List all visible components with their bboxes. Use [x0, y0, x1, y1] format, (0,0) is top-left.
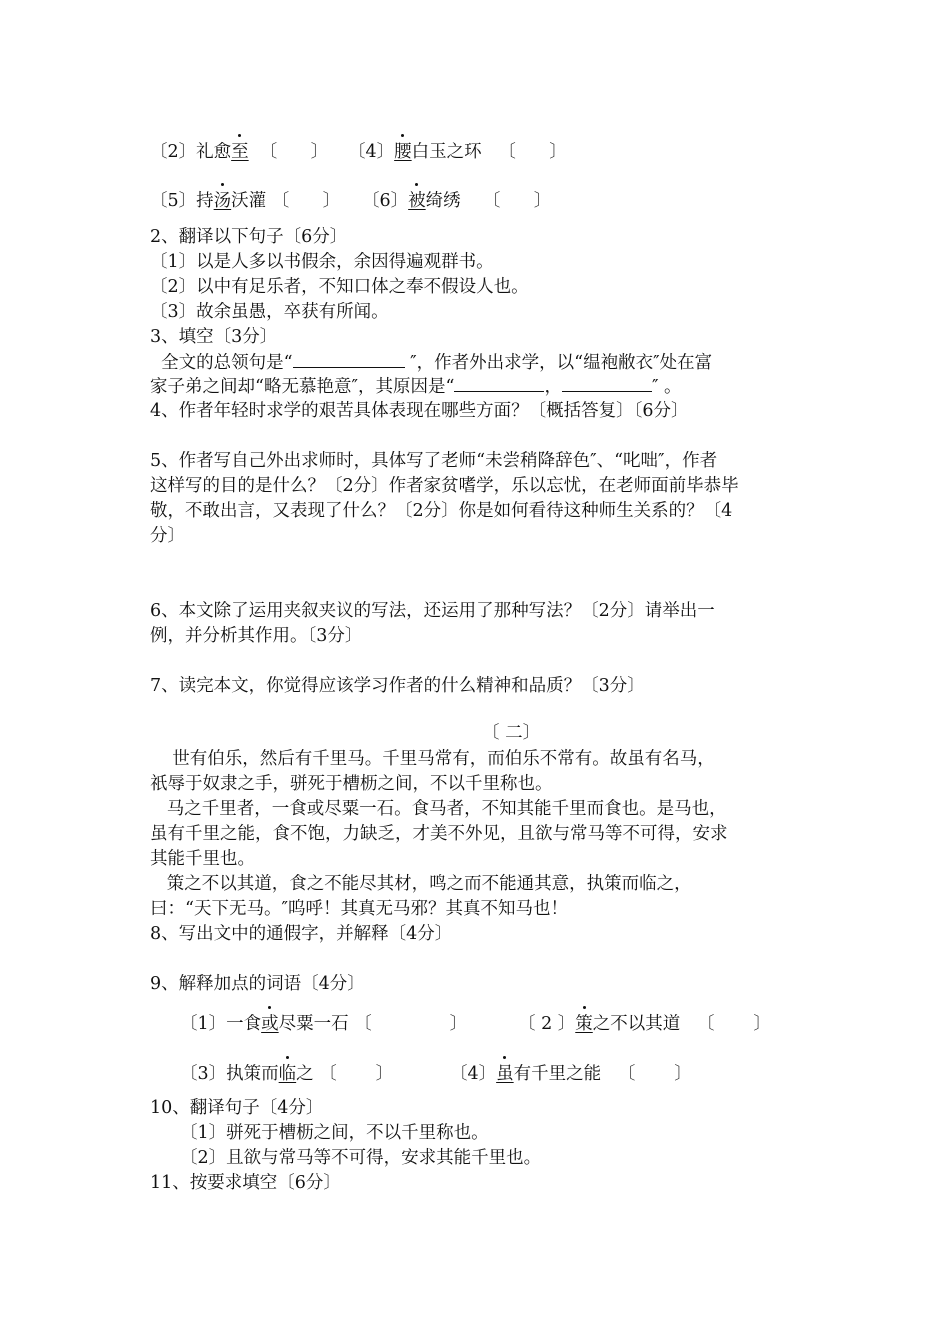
q2-sentence-2: 〔2〕以中有足乐者，不知口体之奉不假设人也。: [150, 277, 529, 297]
q1-item-4: [348, 140, 567, 164]
q5-line-2: 这样写的目的是什么？〔2分〕作者家贫嗜学，乐以忘忧，在老师面前毕恭毕: [150, 476, 739, 496]
q10-sentence-2: 〔2〕且欲与常马等不可得，安求其能千里也。: [180, 1148, 542, 1168]
label: 〔 2 〕: [518, 1014, 576, 1034]
fill-blank[interactable]: [562, 373, 652, 392]
text: 家子弟之间却“略无慕艳意″，其原因是“: [150, 377, 455, 397]
q6-line-1: 6、本文除了运用夹叙夹议的写法，还运用了那种写法？〔2分〕请举出一: [150, 601, 715, 621]
q1-item-5: [150, 189, 340, 213]
q10-sentence-1: 〔1〕骈死于槽枥之间，不以千里称也。: [180, 1123, 489, 1143]
q10-title: 10、翻译句子〔4分〕: [150, 1098, 324, 1118]
answer-blank: 有千里之能 〔 〕: [513, 1064, 692, 1084]
passage-line: 祇辱于奴隶之手，骈死于槽枥之间，不以千里称也。: [150, 774, 553, 794]
label: 〔3〕执策而: [180, 1064, 279, 1084]
text: 全文的总领句是“: [150, 353, 293, 373]
q9-title: 9、解释加点的词语〔4分〕: [150, 974, 365, 994]
text: ，: [544, 377, 562, 397]
answer-blank: 之不以其道 〔 〕: [592, 1014, 771, 1034]
answer-blank: 绮绣 〔 〕: [425, 191, 552, 211]
q9-item-3: [180, 1062, 393, 1086]
label: 〔5〕持: [150, 191, 214, 211]
emphasized-char: 腰: [394, 142, 412, 162]
q5-line-3: 敬，不敢出言，又表现了什么？〔2分〕你是如何看待这种师生关系的？〔4: [150, 501, 733, 521]
emphasized-char: 被: [408, 191, 426, 211]
answer-blank: 尽粟一石 〔 〕: [278, 1014, 468, 1034]
q2-sentence-1: 〔1〕以是人多以书假余，余因得遍观群书。: [150, 252, 494, 272]
q8: 8、写出文中的通假字，并解释〔4分〕: [150, 924, 453, 944]
passage-line: 其能千里也。: [150, 849, 255, 869]
q7: 7、读完本文，你觉得应该学习作者的什么精神和品质？〔3分〕: [150, 676, 645, 696]
emphasized-char: 临: [278, 1064, 297, 1084]
emphasized-char: 策: [575, 1014, 593, 1034]
fill-blank[interactable]: [293, 349, 405, 368]
q9-item-2: [518, 1012, 771, 1036]
q3-line-2: [150, 373, 682, 399]
q4: 4、作者年轻时求学的艰苦具体表现在哪些方面？〔概括答复〕〔6分〕: [150, 401, 689, 421]
answer-blank: 〔 〕: [248, 142, 329, 162]
fill-blank[interactable]: [454, 373, 544, 392]
answer-blank: 白玉之环 〔 〕: [411, 142, 567, 162]
q9-item-1: [180, 1012, 467, 1036]
q1-item-2: [150, 140, 328, 164]
passage-line: 策之不以其道，食之不能尽其材，鸣之而不能通其意，执策而临之，: [150, 874, 692, 894]
emphasized-char: 汤: [213, 191, 232, 211]
q2-title: 2、翻译以下句子〔6分〕: [150, 227, 348, 247]
q1-item-6: [362, 189, 551, 213]
emphasized-char: 虽: [496, 1064, 514, 1084]
label: 〔6〕: [362, 191, 409, 211]
label: 〔2〕礼愈: [150, 142, 232, 162]
passage-line: 世有伯乐，然后有千里马。千里马常有，而伯乐不常有。故虽有名马，: [150, 749, 715, 769]
q11-title: 11、按要求填空〔6分〕: [150, 1173, 341, 1193]
q6-line-2: 例，并分析其作用。〔3分〕: [150, 626, 363, 646]
label: 〔4〕: [348, 142, 395, 162]
passage-line: 马之千里者，一食或尽粟一石。食马者，不知其能千里而食也。是马也，: [150, 799, 727, 819]
answer-blank: 沃灌 〔 〕: [231, 191, 341, 211]
q5-line-4: 分〕: [150, 526, 185, 546]
label: 〔4〕: [450, 1064, 497, 1084]
text: ″，作者外出求学，以“缊袍敝衣″处在富: [404, 353, 713, 373]
section-heading: 〔 二〕: [482, 723, 541, 743]
q9-item-4: [450, 1062, 692, 1086]
emphasized-char: 至: [231, 142, 249, 162]
emphasized-char: 或: [261, 1014, 279, 1034]
q2-sentence-3: 〔3〕故余虽愚，卒获有所闻。: [150, 302, 389, 322]
passage-line: 虽有千里之能，食不饱，力缺乏，才美不外见，且欲与常马等不可得，安求: [150, 824, 728, 844]
passage-line: 曰：“天下无马。″呜呼！其真无马邪？其真不知马也！: [150, 899, 568, 919]
q3-title: 3、填空〔3分〕: [150, 327, 278, 347]
label: 〔1〕一食: [180, 1014, 262, 1034]
answer-blank: 之 〔 〕: [296, 1064, 394, 1084]
text: ″ 。: [651, 377, 682, 397]
q3-line-1: [150, 349, 712, 375]
q5-line-1: 5、作者写自己外出求师时，具体写了老师“未尝稍降辞色″、“叱咄″，作者: [150, 451, 718, 471]
